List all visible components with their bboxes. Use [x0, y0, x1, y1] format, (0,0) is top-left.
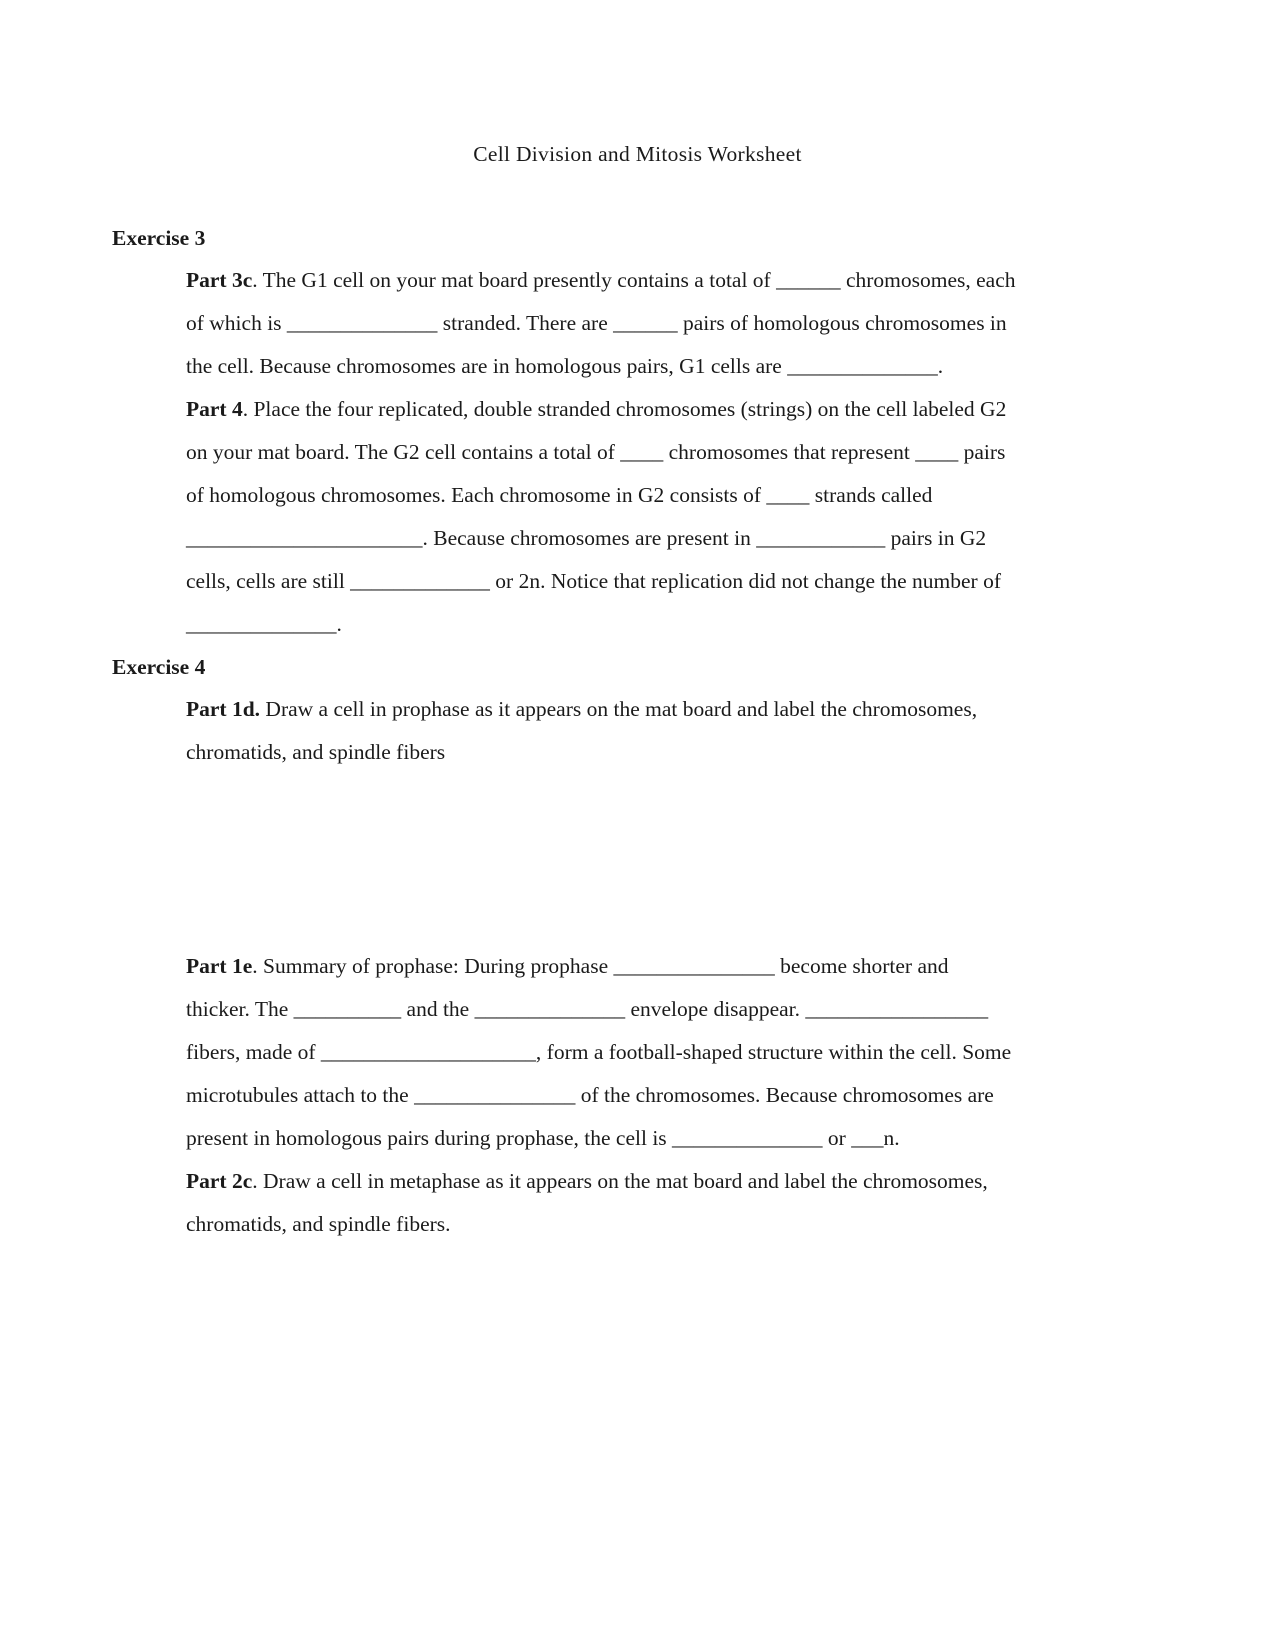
part-1d-paragraph	[186, 688, 1166, 774]
worksheet-title: Cell Division and Mitosis Worksheet	[473, 142, 802, 166]
part-1e-line-5: present in homologous pairs during prophase, the cell is ______________ or ___n.	[186, 1126, 900, 1150]
part-4-line-6: ______________.	[186, 612, 342, 636]
part-2c-line-1	[186, 1160, 1166, 1203]
part-3c-text-1: . The G1 cell on your mat board presently contains a total of ______ chromosomes, each	[252, 268, 1016, 292]
part-4-line-3: of homologous chromosomes. Each chromosome in G2 consists of ____ strands called	[186, 483, 933, 507]
part-4-paragraph	[186, 388, 1166, 646]
part-1d-line-1	[186, 688, 1166, 731]
part-3c-line-1	[186, 259, 1166, 302]
part-2c-paragraph	[186, 1160, 1166, 1246]
exercise-3-heading: Exercise 3	[112, 226, 206, 250]
part-3c-line-2: of which is ______________ stranded. There are ______ pairs of homologous chromosomes in	[186, 311, 1007, 335]
part-4-line-2: on your mat board. The G2 cell contains a total of ____ chromosomes that represent ____ pairs	[186, 440, 1006, 464]
part-1d-line-2: chromatids, and spindle fibers	[186, 740, 446, 764]
part-3c-paragraph	[186, 259, 1166, 388]
exercise-4-heading: Exercise 4	[112, 655, 206, 679]
part-4-line-5: cells, cells are still _____________ or 2n. Notice that replication did not change the number of	[186, 569, 1001, 593]
part-2c-line-2: chromatids, and spindle fibers.	[186, 1212, 451, 1236]
part-3c-label: Part 3c	[186, 268, 253, 292]
part-1e-label: Part 1e	[186, 954, 253, 978]
part-1e-text-1: . Summary of prophase: During prophase _______________ become shorter and	[252, 954, 949, 978]
part-2c-text-1: . Draw a cell in metaphase as it appears on the mat board and label the chromosomes,	[252, 1169, 988, 1193]
part-1d-text-1: Draw a cell in prophase as it appears on the mat board and label the chromosomes,	[260, 697, 978, 721]
part-1d-label: Part 1d.	[186, 697, 261, 721]
part-3c-line-3: the cell. Because chromosomes are in homologous pairs, G1 cells are ______________.	[186, 354, 944, 378]
part-1e-line-2: thicker. The __________ and the ______________ envelope disappear. _________________	[186, 997, 989, 1021]
part-4-text-1: . Place the four replicated, double stranded chromosomes (strings) on the cell labeled G2	[242, 397, 1007, 421]
part-1e-line-4: microtubules attach to the _______________ of the chromosomes. Because chromosomes are	[186, 1083, 994, 1107]
part-1e-line-1	[186, 945, 1166, 988]
part-1e-line-3: fibers, made of ____________________, form a football-shaped structure within the cell. Some	[186, 1040, 1012, 1064]
part-2c-label: Part 2c	[186, 1169, 253, 1193]
part-4-line-1	[186, 388, 1166, 431]
part-1e-paragraph	[186, 945, 1166, 1160]
part-4-line-4: ______________________. Because chromosomes are present in ____________ pairs in G2	[186, 526, 987, 550]
part-4-label: Part 4	[186, 397, 243, 421]
